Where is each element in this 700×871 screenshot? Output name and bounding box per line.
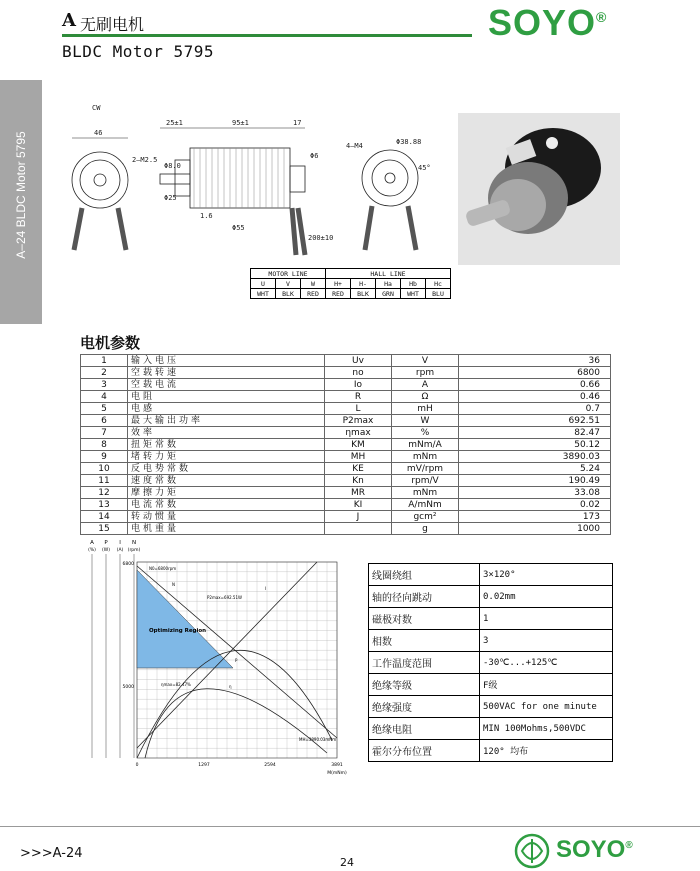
- param-index: 5: [81, 403, 128, 415]
- wire-color: BLU: [426, 289, 451, 299]
- optimizing-region: [137, 570, 233, 668]
- page-title-cn: 无刷电机: [80, 15, 145, 34]
- footer-brand-logo: [556, 836, 633, 864]
- param-symbol: KI: [325, 499, 392, 511]
- wire-color: BLK: [351, 289, 376, 299]
- rear-view-outline: [362, 150, 418, 206]
- param-name: 电流常数: [128, 499, 325, 511]
- param-row: [81, 475, 611, 487]
- param-unit: rpm/V: [392, 475, 459, 487]
- dim-label: Φ55: [232, 224, 245, 232]
- param-unit: mV/rpm: [392, 463, 459, 475]
- dim-label: Φ8.0: [164, 162, 181, 170]
- brand-logo: [488, 2, 607, 44]
- spec-value: 1: [480, 608, 613, 630]
- param-symbol: MH: [325, 451, 392, 463]
- param-unit: V: [392, 355, 459, 367]
- region-label: Optimizing Region: [149, 628, 207, 634]
- param-value: 1000: [459, 523, 611, 535]
- param-index: 13: [81, 499, 128, 511]
- dim-label: Φ25: [164, 194, 177, 202]
- param-unit: %: [392, 427, 459, 439]
- param-index: 11: [81, 475, 128, 487]
- param-name: 堵转力矩: [128, 451, 325, 463]
- param-name: 空载转速: [128, 367, 325, 379]
- y-tick-label: 5000: [122, 685, 134, 690]
- param-row: [81, 355, 611, 367]
- spec-value: -30℃...+125℃: [480, 652, 613, 674]
- param-value: 82.47: [459, 427, 611, 439]
- spec-key: 绝缘强度: [369, 696, 480, 718]
- dim-label: 2–M2.5: [132, 156, 158, 164]
- param-value: 50.12: [459, 439, 611, 451]
- param-symbol: ηmax: [325, 427, 392, 439]
- param-name: 最大输出功率: [128, 415, 325, 427]
- param-value: 0.46: [459, 391, 611, 403]
- wire-name: H+: [326, 279, 351, 289]
- param-name: 转动惯量: [128, 511, 325, 523]
- param-unit: mNm: [392, 451, 459, 463]
- axis-head: A: [90, 540, 94, 546]
- dim-label: 46: [94, 129, 103, 137]
- motor-body-side: [190, 148, 290, 208]
- spec-row: [369, 564, 613, 586]
- brand-mark-icon: [512, 833, 552, 869]
- param-row: [81, 367, 611, 379]
- param-index: 14: [81, 511, 128, 523]
- spec-table: [368, 563, 613, 762]
- param-name: 电阻: [128, 391, 325, 403]
- x-tick-label: 1297: [198, 763, 210, 768]
- chart-annotation: I: [265, 586, 267, 591]
- spec-value: 3×120°: [480, 564, 613, 586]
- param-value: 0.66: [459, 379, 611, 391]
- wire-name: V: [276, 279, 301, 289]
- param-unit: mNm: [392, 487, 459, 499]
- param-symbol: KM: [325, 439, 392, 451]
- param-name: 电机重量: [128, 523, 325, 535]
- chart-annotation: η: [229, 684, 232, 689]
- param-unit: mNm/A: [392, 439, 459, 451]
- param-value: 3890.03: [459, 451, 611, 463]
- motor-photo: [458, 113, 620, 265]
- spec-key: 线圈绕组: [369, 564, 480, 586]
- wire-color: WHT: [401, 289, 426, 299]
- spec-row: [369, 652, 613, 674]
- chart-annotation: N0=6800rpm: [149, 566, 177, 571]
- axis-unit: (%): [88, 548, 96, 553]
- dim-label: 45°: [418, 164, 431, 172]
- x-tick-label: 2594: [264, 763, 276, 768]
- dim-label: 25±1: [166, 119, 183, 127]
- dim-label: 4–M4: [346, 142, 363, 150]
- spec-row: [369, 696, 613, 718]
- spec-key: 绝缘电阻: [369, 718, 480, 740]
- chart-annotation: N: [172, 582, 175, 587]
- param-row: [81, 511, 611, 523]
- section-letter: A: [62, 10, 76, 31]
- wire-name: Ha: [376, 279, 401, 289]
- spec-key: 轴的径向跳动: [369, 586, 480, 608]
- footer-brand-name: SOYO: [556, 836, 626, 863]
- wire-color-table: [250, 268, 451, 299]
- param-symbol: Uv: [325, 355, 392, 367]
- wire-name: Hb: [401, 279, 426, 289]
- param-index: 9: [81, 451, 128, 463]
- param-symbol: no: [325, 367, 392, 379]
- param-value: 692.51: [459, 415, 611, 427]
- x-axis-label: M(mNm): [327, 771, 347, 776]
- param-value: 5.24: [459, 463, 611, 475]
- param-value: 0.7: [459, 403, 611, 415]
- x-tick-label: 0: [135, 763, 139, 768]
- chart-annotation: MH=3890.03mNm: [299, 737, 337, 742]
- axis-head: I: [119, 540, 121, 546]
- spec-value: MIN 100Mohms,500VDC: [480, 718, 613, 740]
- spec-value: 120° 均布: [480, 740, 613, 762]
- param-symbol: Kn: [325, 475, 392, 487]
- params-table: [80, 354, 611, 535]
- axis-head: N: [131, 540, 137, 546]
- performance-chart: [82, 536, 360, 780]
- param-symbol: R: [325, 391, 392, 403]
- param-symbol: P2max: [325, 415, 392, 427]
- wire-name-row: [251, 279, 451, 289]
- spec-row: [369, 608, 613, 630]
- wire-color: RED: [326, 289, 351, 299]
- param-unit: W: [392, 415, 459, 427]
- chart-annotation: P: [235, 658, 238, 663]
- param-row: [81, 487, 611, 499]
- wire-name: U: [251, 279, 276, 289]
- wire-color: BLK: [276, 289, 301, 299]
- dim-label: Φ38.88: [396, 138, 422, 146]
- spec-value: F级: [480, 674, 613, 696]
- registered-mark: ®: [596, 9, 608, 25]
- wire-name: H-: [351, 279, 376, 289]
- wire-group-header: HALL LINE: [326, 269, 451, 279]
- param-name: 摩擦力矩: [128, 487, 325, 499]
- param-row: [81, 439, 611, 451]
- param-name: 空载电流: [128, 379, 325, 391]
- param-symbol: L: [325, 403, 392, 415]
- param-unit: gcm²: [392, 511, 459, 523]
- param-unit: mH: [392, 403, 459, 415]
- footer-rule: [0, 826, 700, 827]
- axis-head: P: [104, 540, 108, 546]
- page-title-en: BLDC Motor 5795: [62, 42, 214, 61]
- param-symbol: J: [325, 511, 392, 523]
- param-index: 4: [81, 391, 128, 403]
- param-value: 36: [459, 355, 611, 367]
- param-row: [81, 391, 611, 403]
- param-index: 7: [81, 427, 128, 439]
- footer-page-ref: >>>A-24: [20, 846, 83, 861]
- spec-key: 工作温度范围: [369, 652, 480, 674]
- param-name: 电感: [128, 403, 325, 415]
- param-value: 0.02: [459, 499, 611, 511]
- side-tab-label: A–24 BLDC Motor 5795: [14, 131, 28, 259]
- param-value: 33.08: [459, 487, 611, 499]
- brand-name: SOYO: [488, 2, 597, 43]
- param-symbol: Io: [325, 379, 392, 391]
- wire-color-row: [251, 289, 451, 299]
- x-tick-label: 3891: [331, 763, 343, 768]
- param-value: 190.49: [459, 475, 611, 487]
- y-tick-label: 6800: [122, 562, 134, 567]
- spec-value: 500VAC for one minute: [480, 696, 613, 718]
- dim-label: 95±1: [232, 119, 249, 127]
- param-row: [81, 403, 611, 415]
- footer-registered-mark: ®: [625, 840, 633, 851]
- spec-value: 3: [480, 630, 613, 652]
- wire-group-header: MOTOR LINE: [251, 269, 326, 279]
- param-index: 1: [81, 355, 128, 367]
- dim-label: 17: [293, 119, 302, 127]
- param-index: 2: [81, 367, 128, 379]
- param-row: [81, 523, 611, 535]
- axis-unit: (rpm): [127, 548, 141, 553]
- chart-annotation: ηmax=82.47%: [161, 682, 191, 687]
- param-name: 速度常数: [128, 475, 325, 487]
- param-name: 扭矩常数: [128, 439, 325, 451]
- spec-row: [369, 718, 613, 740]
- param-symbol: [325, 523, 392, 535]
- dim-label: CW: [92, 104, 101, 112]
- param-index: 10: [81, 463, 128, 475]
- param-symbol: MR: [325, 487, 392, 499]
- axis-unit: (W): [102, 548, 110, 553]
- param-row: [81, 463, 611, 475]
- wire-color: WHT: [251, 289, 276, 299]
- param-symbol: KE: [325, 463, 392, 475]
- header-rule: [62, 34, 472, 37]
- params-title: 电机参数: [80, 334, 141, 352]
- chart-annotation: P2max=692.51W: [207, 595, 242, 600]
- param-index: 3: [81, 379, 128, 391]
- spec-key: 霍尔分布位置: [369, 740, 480, 762]
- spec-value: 0.02mm: [480, 586, 613, 608]
- dim-label: 1.6: [200, 212, 213, 220]
- spec-row: [369, 674, 613, 696]
- param-row: [81, 379, 611, 391]
- param-unit: rpm: [392, 367, 459, 379]
- param-name: 反电势常数: [128, 463, 325, 475]
- param-row: [81, 451, 611, 463]
- param-value: 6800: [459, 367, 611, 379]
- spec-key: 绝缘等级: [369, 674, 480, 696]
- wire-color: GRN: [376, 289, 401, 299]
- param-name: 效率: [128, 427, 325, 439]
- param-row: [81, 427, 611, 439]
- param-unit: A/mNm: [392, 499, 459, 511]
- spec-key: 磁极对数: [369, 608, 480, 630]
- dim-label: Φ6: [310, 152, 319, 160]
- dim-label: 200±10: [308, 234, 334, 242]
- spec-row: [369, 740, 613, 762]
- param-unit: Ω: [392, 391, 459, 403]
- spec-row: [369, 630, 613, 652]
- param-value: 173: [459, 511, 611, 523]
- spec-row: [369, 586, 613, 608]
- axis-unit: (A): [116, 548, 124, 553]
- param-row: [81, 415, 611, 427]
- spec-key: 相数: [369, 630, 480, 652]
- param-index: 8: [81, 439, 128, 451]
- param-unit: g: [392, 523, 459, 535]
- param-index: 6: [81, 415, 128, 427]
- param-name: 输入电压: [128, 355, 325, 367]
- param-row: [81, 499, 611, 511]
- dimension-drawing: [60, 100, 440, 260]
- page-number: 24: [340, 856, 354, 869]
- param-index: 12: [81, 487, 128, 499]
- wire-name: Hc: [426, 279, 451, 289]
- wire-name: W: [301, 279, 326, 289]
- param-index: 15: [81, 523, 128, 535]
- param-unit: A: [392, 379, 459, 391]
- wire-color: RED: [301, 289, 326, 299]
